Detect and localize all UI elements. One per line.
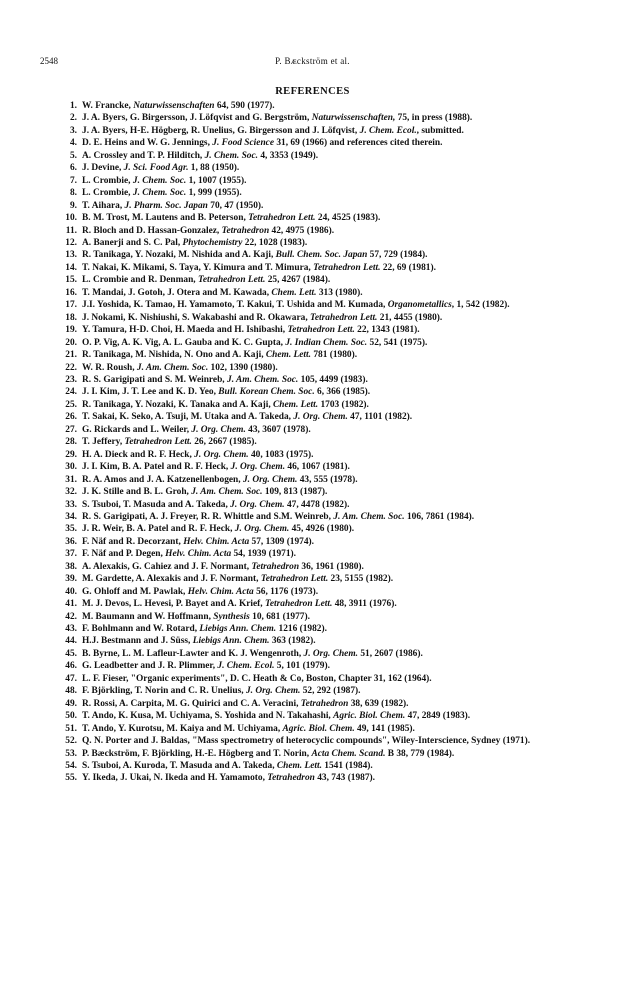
journal-name: J. Org. Chem.	[242, 474, 298, 485]
journal-name: Liebigs Ann. Chem.	[199, 624, 277, 635]
reference-item	[60, 112, 580, 124]
reference-item	[60, 735, 580, 747]
reference-number: 31.	[65, 474, 77, 485]
reference-text: 43, 3607 (1978).	[245, 424, 311, 435]
journal-name: J. Am. Chem. Soc.	[333, 511, 405, 522]
journal-name: J. Am. Chem. Soc.	[191, 487, 263, 498]
reference-item	[60, 249, 580, 261]
reference-text: 57, 729 (1984).	[367, 250, 428, 261]
reference-text: R. S. Garigipati, A. J. Freyer, R. R. Whittle and S.M. Weinreb,	[82, 511, 334, 522]
reference-item	[60, 299, 580, 311]
reference-text: , submitted.	[416, 125, 464, 136]
reference-text: F. Näf and P. Degen,	[82, 549, 166, 560]
reference-number: 17.	[65, 300, 77, 311]
journal-name: Helv. Chim. Acta	[165, 549, 232, 560]
journal-name: Phytochemistry	[182, 237, 243, 248]
reference-number: 50.	[65, 711, 77, 722]
reference-text: 21, 4455 (1980).	[377, 312, 443, 323]
reference-number: 20.	[65, 337, 77, 348]
reference-item	[60, 187, 580, 199]
reference-text: T. Ando, K. Kusa, M. Uchiyama, S. Yoshida and N. Takahashi,	[82, 711, 334, 722]
reference-item	[60, 573, 580, 585]
journal-name: Helv. Chim. Acta	[187, 586, 254, 597]
reference-text: G. Rickards and L. Weiler,	[82, 424, 192, 435]
reference-number: 39.	[65, 574, 77, 585]
journal-name: J. Chem. Soc.	[204, 150, 258, 161]
reference-text: 1, 999 (1955).	[186, 188, 242, 199]
reference-text: 1703 (1982).	[318, 399, 369, 410]
reference-number: 22.	[65, 362, 77, 373]
journal-name: J. Indian Chem. Soc.	[285, 337, 368, 348]
reference-text: J. K. Stille and B. L. Groh,	[82, 487, 192, 498]
reference-text: 26, 2667 (1985).	[191, 437, 257, 448]
reference-text: H. A. Dieck and R. F. Heck,	[82, 449, 195, 460]
reference-text: 109, 813 (1987).	[262, 487, 328, 498]
reference-text: 43, 743 (1987).	[314, 773, 376, 784]
reference-item	[60, 449, 580, 461]
reference-item	[60, 648, 580, 660]
running-head: P. Bᴁckström et al.	[275, 56, 350, 66]
reference-item	[60, 100, 580, 112]
reference-text: J. I. Kim, B. A. Patel and R. F. Heck,	[82, 462, 231, 473]
journal-name: Chem. Lett.	[273, 399, 319, 410]
journal-name: Tetrahedron	[221, 225, 270, 236]
reference-text: S. Tsuboi, A. Kuroda, T. Masuda and A. Takeda,	[82, 761, 277, 772]
reference-text: 1, 88 (1950).	[188, 163, 240, 174]
journal-name: Chem. Lett.	[271, 287, 317, 298]
reference-text: L. F. Fieser, "Organic experiments", D. C. Heath & Co, Boston, Chapter 31, 162 (1964).	[82, 673, 432, 684]
reference-item	[60, 635, 580, 647]
reference-text: O. P. Vig, A. K. Vig, A. L. Gauba and K. C. Gupta,	[82, 337, 286, 348]
reference-number: 24.	[65, 387, 77, 398]
reference-text: J. I. Kim, J. T. Lee and K. D. Yeo,	[82, 387, 219, 398]
journal-name: Liebigs Ann. Chem.	[192, 636, 270, 647]
reference-text: F. Näf and R. Decorzant,	[82, 536, 184, 547]
reference-item	[60, 611, 580, 623]
reference-text: L. Crombie,	[82, 188, 133, 199]
reference-item	[60, 374, 580, 386]
reference-item	[60, 324, 580, 336]
reference-number: 42.	[65, 611, 77, 622]
reference-item	[60, 548, 580, 560]
reference-item	[60, 486, 580, 498]
reference-item	[60, 474, 580, 486]
reference-number: 45.	[65, 648, 77, 659]
reference-text: B. Byrne, L. M. Lafleur-Lawter and K. J. Wengenroth,	[82, 648, 304, 659]
reference-item	[60, 362, 580, 374]
journal-name: Acta Chem. Scand.	[311, 748, 386, 759]
reference-number: 43.	[65, 624, 77, 635]
reference-number: 8.	[69, 188, 77, 199]
reference-text: T. Aihara,	[82, 200, 125, 211]
journal-name: Tetrahedron	[251, 561, 300, 572]
journal-name: J. Food Science	[212, 138, 274, 149]
reference-number: 44.	[65, 636, 77, 647]
journal-name: Tetrahedron Lett.	[287, 325, 355, 336]
reference-number: 9.	[69, 200, 77, 211]
reference-text: 47, 1101 (1982).	[347, 412, 413, 423]
reference-item	[60, 150, 580, 162]
reference-number: 28.	[65, 437, 77, 448]
reference-text: 57, 1309 (1974).	[249, 536, 315, 547]
reference-text: 1, 1007 (1955).	[186, 175, 247, 186]
reference-text: , 1, 542 (1982).	[451, 300, 510, 311]
reference-item	[60, 673, 580, 685]
reference-number: 54.	[65, 761, 77, 772]
reference-number: 13.	[65, 250, 77, 261]
reference-text: J. A. Byers, H-E. Högberg, R. Unelius, G. Birgersson and J. Löfqvist,	[82, 125, 360, 136]
reference-number: 14.	[65, 262, 77, 273]
reference-number: 1.	[69, 101, 77, 111]
reference-text: B 38, 779 (1984).	[385, 748, 455, 759]
reference-item	[60, 760, 580, 772]
reference-number: 37.	[65, 549, 77, 560]
reference-text: M. J. Devos, L. Hevesi, P. Bayet and A. Krief,	[82, 599, 265, 610]
reference-text: S. Tsuboi, T. Masuda and A. Takeda,	[82, 499, 231, 510]
reference-number: 26.	[65, 412, 77, 423]
reference-text: P. Bæckström, F. Björkling, H.-E. Högberg and T. Norin,	[82, 748, 312, 759]
reference-text: 10, 681 (1977).	[249, 611, 310, 622]
reference-item	[60, 561, 580, 573]
journal-name: Chem. Lett.	[276, 761, 322, 772]
reference-item	[60, 698, 580, 710]
reference-number: 49.	[65, 698, 77, 709]
reference-item	[60, 772, 580, 784]
reference-text: 106, 7861 (1984).	[404, 511, 475, 522]
reference-item	[60, 623, 580, 635]
reference-number: 55.	[65, 773, 77, 784]
reference-text: 313 (1980).	[316, 287, 363, 298]
reference-number: 38.	[65, 561, 77, 572]
reference-text: J. Devine,	[82, 163, 124, 174]
reference-item	[60, 710, 580, 722]
reference-item	[60, 262, 580, 274]
reference-number: 52.	[65, 736, 77, 747]
reference-number: 27.	[65, 424, 77, 435]
reference-text: 24, 4525 (1983).	[315, 213, 381, 224]
reference-item	[60, 212, 580, 224]
reference-list	[60, 100, 580, 785]
reference-text: 1216 (1982).	[276, 624, 327, 635]
reference-item	[60, 511, 580, 523]
journal-name: J. Org. Chem.	[245, 686, 301, 697]
reference-item	[60, 461, 580, 473]
journal-name: Tetrahedron Lett.	[197, 275, 266, 286]
page-number: 2548	[40, 56, 58, 66]
journal-name: Naturwissenschaften	[133, 101, 215, 111]
reference-text: 22, 69 (1981).	[380, 262, 436, 273]
reference-text: 47, 2849 (1983).	[405, 711, 471, 722]
reference-text: R. Bloch and D. Hassan-Gonzalez,	[82, 225, 222, 236]
reference-item	[60, 586, 580, 598]
journal-name: Naturwissenschaften,	[311, 113, 396, 124]
reference-text: 25, 4267 (1984).	[265, 275, 331, 286]
journal-name: Organometallics	[387, 300, 452, 311]
reference-text: 54, 1939 (1971).	[231, 549, 296, 560]
reference-text: B. M. Trost, M. Lautens and B. Peterson,	[82, 213, 249, 224]
reference-number: 19.	[65, 325, 77, 336]
page-header	[40, 56, 585, 70]
journal-name: J. Chem. Ecol.	[217, 661, 275, 672]
reference-item	[60, 424, 580, 436]
reference-text: 31, 69 (1966) and references cited therein.	[273, 138, 443, 149]
reference-number: 15.	[65, 275, 77, 286]
journal-name: Agric. Biol. Chem.	[282, 723, 355, 734]
journal-name: J. Am. Chem. Soc.	[227, 374, 299, 385]
reference-number: 16.	[65, 287, 77, 298]
reference-text: R. S. Garigipati and S. M. Weinreb,	[82, 374, 227, 385]
journal-name: J. Org. Chem.	[303, 648, 358, 659]
journal-name: Chem. Lett.	[265, 350, 311, 361]
journal-name: J. Chem. Soc.	[132, 188, 187, 199]
reference-text: T. Sakai, K. Seko, A. Tsuji, M. Utaka and A. Takeda,	[82, 412, 294, 423]
journal-name: J. Chem. Soc.	[132, 175, 187, 186]
journal-name: Tetrahedron Lett.	[310, 312, 378, 323]
reference-text: 52, 292 (1987).	[300, 686, 361, 697]
reference-text: 51, 2607 (1986).	[357, 648, 423, 659]
reference-text: 105, 4499 (1983).	[298, 374, 368, 385]
reference-text: D. E. Heins and W. G. Jennings,	[82, 138, 213, 149]
journal-name: Tetrahedron Lett.	[313, 262, 381, 273]
reference-text: G. Ohloff and M. Pawlak,	[82, 586, 188, 597]
journal-name: Synthesis	[213, 611, 250, 622]
reference-item	[60, 337, 580, 349]
reference-text: H.J. Bestmann and J. Süss,	[82, 636, 193, 647]
reference-number: 11.	[65, 225, 77, 236]
journal-name: Tetrahedron Lett.	[248, 213, 316, 224]
reference-number: 30.	[65, 462, 77, 473]
reference-text: 102, 1390 (1980).	[208, 362, 278, 373]
reference-item	[60, 411, 580, 423]
reference-text: A. Alexakis, G. Cahiez and J. F. Normant,	[82, 561, 252, 572]
journal-name: Tetrahedron	[300, 698, 349, 709]
reference-text: Y. Tamura, H-D. Choi, H. Maeda and H. Ishibashi,	[82, 325, 288, 336]
journal-name: Tetrahedron Lett.	[124, 437, 192, 448]
reference-text: 22, 1028 (1983).	[242, 237, 308, 248]
reference-text: 4, 3353 (1949).	[257, 150, 319, 161]
reference-text: F. Bohlmann and W. Rotard,	[82, 624, 200, 635]
reference-text: 6, 366 (1985).	[314, 387, 371, 398]
journal-name: Helv. Chim. Acta	[183, 536, 250, 547]
reference-text: 64, 590 (1977).	[214, 101, 275, 111]
journal-name: J. Chem. Ecol.	[359, 125, 417, 136]
reference-number: 21.	[65, 350, 77, 361]
reference-item	[60, 137, 580, 149]
reference-number: 5.	[69, 150, 77, 161]
reference-text: J. A. Byers, G. Birgersson, J. Löfqvist and G. Bergström,	[82, 113, 312, 124]
reference-text: 75, in press (1988).	[395, 113, 473, 124]
reference-item	[60, 748, 580, 760]
reference-number: 48.	[65, 686, 77, 697]
reference-text: 42, 4975 (1986).	[269, 225, 335, 236]
reference-text: R. Rossi, A. Carpita, M. G. Quirici and C. A. Veracini,	[82, 698, 301, 709]
reference-item	[60, 436, 580, 448]
reference-text: W. Francke,	[82, 101, 134, 111]
reference-text: T. Nakai, K. Mikami, S. Taya, Y. Kimura and T. Mimura,	[82, 262, 314, 273]
reference-number: 34.	[65, 511, 77, 522]
reference-text: R. Tanikaga, Y. Nozaki, K. Tanaka and A. Kaji,	[82, 399, 274, 410]
journal-name: J. Org. Chem.	[234, 524, 290, 535]
journal-name: J. Pharm. Soc. Japan	[124, 200, 208, 211]
reference-text: 363 (1982).	[269, 636, 316, 647]
reference-number: 6.	[69, 163, 77, 174]
reference-text: G. Leadbetter and J. R. Plimmer,	[82, 661, 218, 672]
reference-text: 36, 1961 (1980).	[299, 561, 364, 572]
reference-number: 32.	[65, 487, 77, 498]
reference-text: 52, 541 (1975).	[367, 337, 428, 348]
reference-item	[60, 499, 580, 511]
reference-item	[60, 523, 580, 535]
reference-number: 18.	[65, 312, 77, 323]
journal-name: J. Am. Chem. Soc.	[136, 362, 209, 373]
reference-text: L. Crombie,	[82, 175, 133, 186]
reference-item	[60, 536, 580, 548]
reference-text: 1541 (1984).	[321, 761, 373, 772]
reference-number: 4.	[69, 138, 77, 149]
reference-text: 40, 1083 (1975).	[248, 449, 314, 460]
reference-item	[60, 162, 580, 174]
reference-item	[60, 723, 580, 735]
reference-text: 56, 1176 (1973).	[253, 586, 319, 597]
reference-text: 45, 4926 (1980).	[289, 524, 355, 535]
reference-number: 3.	[69, 125, 77, 136]
reference-number: 29.	[65, 449, 77, 460]
reference-text: A. Banerji and S. C. Pal,	[82, 237, 183, 248]
journal-name: Bull. Chem. Soc. Japan	[275, 250, 368, 261]
reference-number: 51.	[65, 723, 77, 734]
reference-item	[60, 274, 580, 286]
reference-number: 47.	[65, 673, 77, 684]
journal-name: Tetrahedron	[267, 773, 315, 784]
reference-text: L. Crombie and R. Denman,	[82, 275, 198, 286]
journal-name: J. Sci. Food Agr.	[123, 163, 189, 174]
journal-name: Tetrahedron Lett.	[260, 574, 329, 585]
reference-text: Q. N. Porter and J. Baldas, "Mass spectrometry of heterocyclic compounds", Wiley-Interscience, Sydney (1971).	[82, 736, 531, 747]
journal-name: J. Org. Chem.	[194, 449, 249, 460]
reference-item	[60, 349, 580, 361]
reference-text: J. Nokami, K. Nishiushi, S. Wakabashi and R. Okawara,	[82, 312, 311, 323]
reference-number: 53.	[65, 748, 77, 759]
references-title: REFERENCES	[275, 86, 350, 97]
reference-text: 781 (1980).	[310, 350, 358, 361]
reference-text: F. Björkling, T. Norin and C. R. Unelius,	[82, 686, 246, 697]
journal-name: J. Org. Chem.	[230, 499, 285, 510]
reference-item	[60, 225, 580, 237]
reference-item	[60, 598, 580, 610]
reference-item	[60, 312, 580, 324]
journal-name: Tetrahedron Lett.	[264, 599, 333, 610]
reference-number: 33.	[65, 499, 77, 510]
journal-name: Agric. Biol. Chem.	[333, 711, 406, 722]
reference-number: 7.	[69, 175, 77, 186]
reference-text: A. Crossley and T. P. Hilditch,	[82, 150, 205, 161]
reference-text: 48, 3911 (1976).	[332, 599, 397, 610]
reference-item	[60, 237, 580, 249]
journal-name: J. Org. Chem.	[293, 412, 348, 423]
reference-text: M. Gardette, A. Alexakis and J. F. Normant,	[82, 574, 261, 585]
reference-number: 41.	[65, 599, 77, 610]
reference-item	[60, 125, 580, 137]
reference-text: J.I. Yoshida, K. Tamao, H. Yamamoto, T. Kakui, T. Ushida and M. Kumada,	[82, 300, 388, 311]
reference-number: 46.	[65, 661, 77, 672]
reference-item	[60, 386, 580, 398]
reference-text: 5, 101 (1979).	[274, 661, 330, 672]
reference-item	[60, 200, 580, 212]
reference-text: 47, 4478 (1982).	[284, 499, 350, 510]
reference-text: T. Mandai, J. Gotoh, J. Otera and M. Kawada,	[82, 287, 272, 298]
reference-item	[60, 175, 580, 187]
reference-text: Y. Ikeda, J. Ukai, N. Ikeda and H. Yamamoto,	[82, 773, 268, 784]
reference-text: 49, 141 (1985).	[354, 723, 415, 734]
reference-number: 23.	[65, 374, 77, 385]
reference-item	[60, 660, 580, 672]
reference-text: 38, 639 (1982).	[348, 698, 409, 709]
reference-text: M. Baumann and W. Hoffmann,	[82, 611, 214, 622]
reference-text: T. Jeffery,	[82, 437, 125, 448]
reference-item	[60, 287, 580, 299]
reference-text: T. Ando, Y. Kurotsu, M. Kaiya and M. Uchiyama,	[82, 723, 283, 734]
reference-item	[60, 685, 580, 697]
reference-item	[60, 399, 580, 411]
reference-number: 10.	[65, 213, 77, 224]
reference-text: W. R. Roush,	[82, 362, 137, 373]
reference-number: 36.	[65, 536, 77, 547]
reference-text: 43, 555 (1978).	[297, 474, 358, 485]
reference-text: R. Tanikaga, M. Nishida, N. Ono and A. Kaji,	[82, 350, 266, 361]
journal-name: J. Org. Chem.	[230, 462, 286, 473]
reference-text: 46, 1067 (1981).	[285, 462, 350, 473]
reference-number: 25.	[65, 399, 77, 410]
reference-text: 22, 1343 (1981).	[354, 325, 420, 336]
journal-name: Bull. Korean Chem. Soc.	[218, 387, 315, 398]
reference-number: 35.	[65, 524, 77, 535]
reference-text: R. A. Amos and J. A. Katzenellenbogen,	[82, 474, 243, 485]
reference-text: R. Tanikaga, Y. Nozaki, M. Nishida and A. Kaji,	[82, 250, 276, 261]
reference-number: 2.	[69, 113, 77, 124]
reference-number: 12.	[65, 237, 77, 248]
reference-number: 40.	[65, 586, 77, 597]
reference-text: 23, 5155 (1982).	[328, 574, 394, 585]
reference-text: J. R. Weir, B. A. Patel and R. F. Heck,	[82, 524, 235, 535]
journal-name: J. Org. Chem.	[191, 424, 246, 435]
reference-text: 70, 47 (1950).	[207, 200, 264, 211]
